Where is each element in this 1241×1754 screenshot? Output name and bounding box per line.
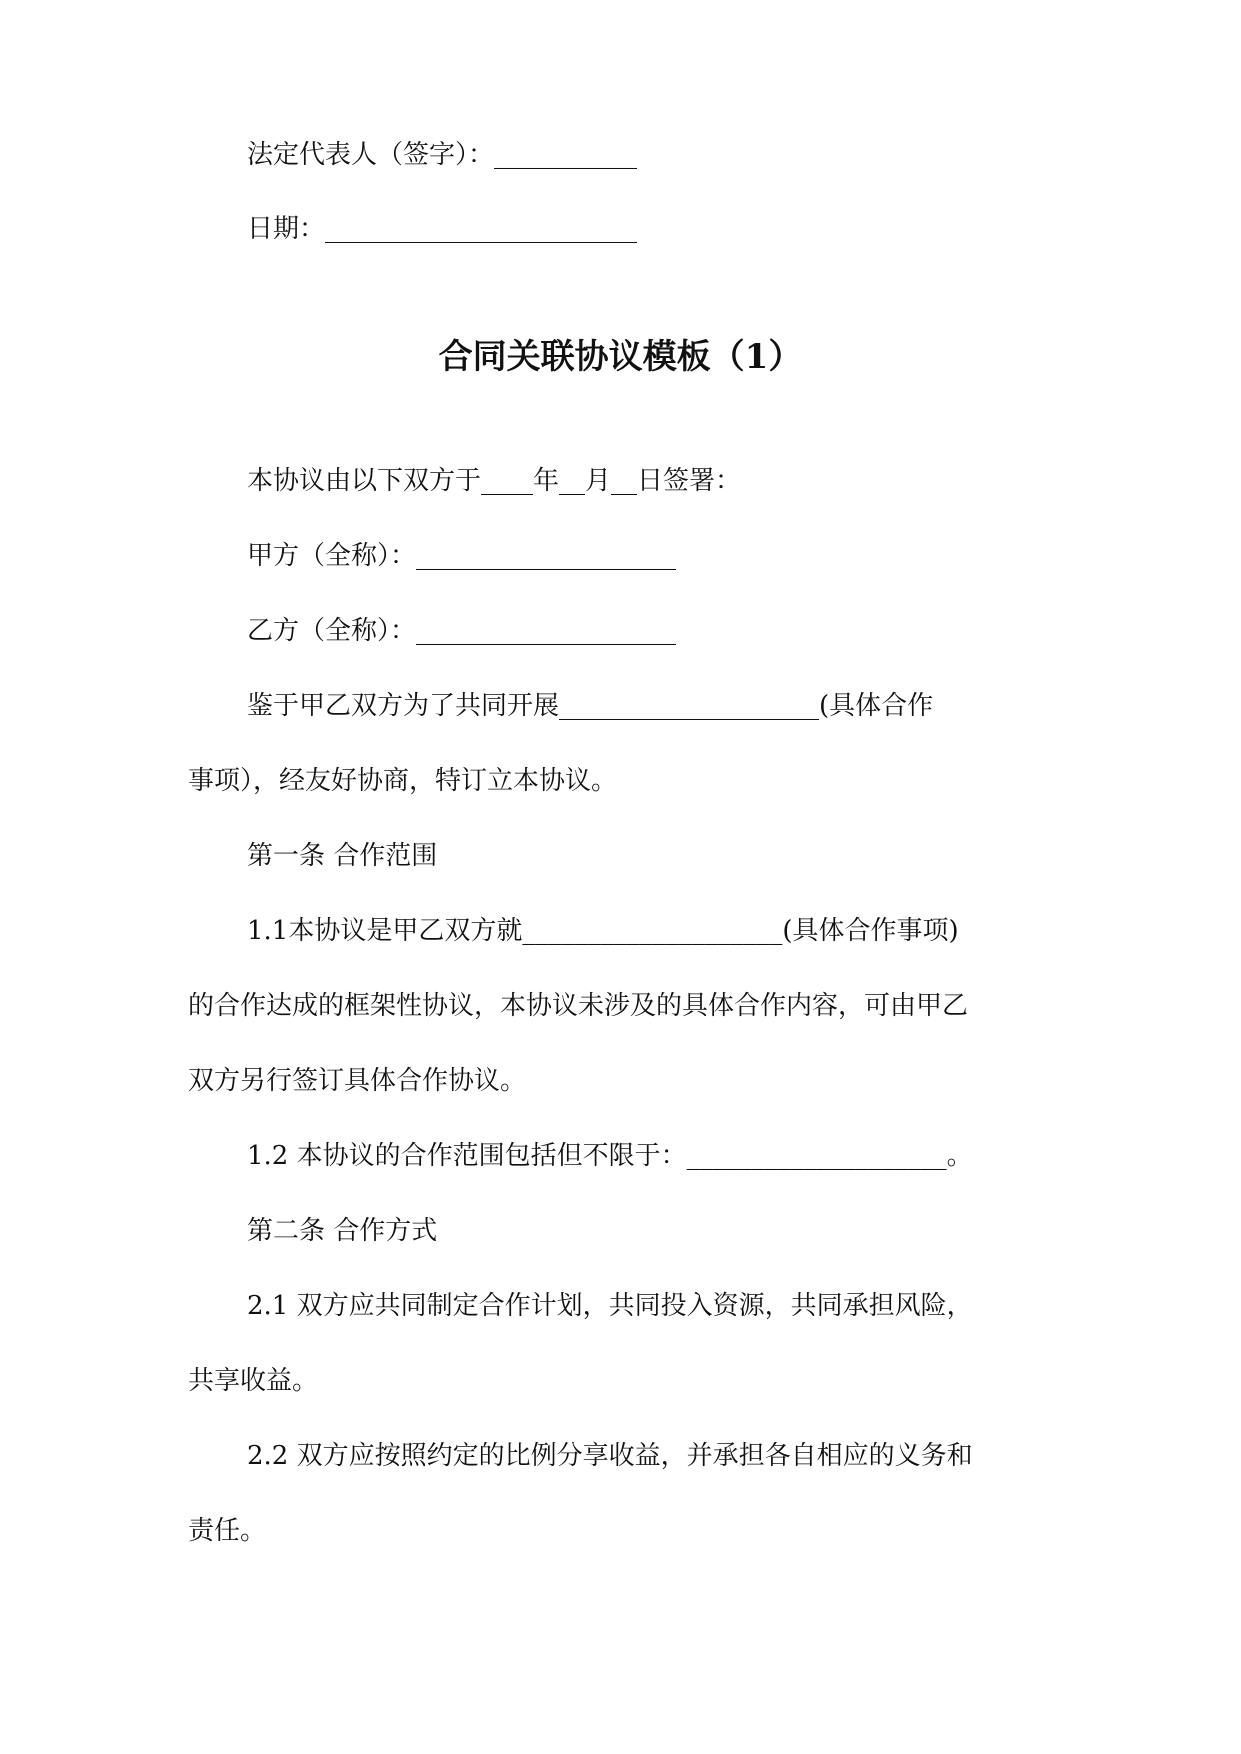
clause-1-1-line-1: 1.1本协议是甲乙双方就____________________(具体合作事项): [247, 916, 959, 946]
signature-date-line: 日期：________________________: [247, 214, 638, 244]
clause-2-1-line-1: 2.1 双方应共同制定合作计划，共同投入资源，共同承担风险，: [247, 1291, 973, 1321]
document-title: 合同关联协议模板（1）: [438, 337, 803, 377]
party-a-line: 甲方（全称）：____________________: [247, 541, 677, 571]
clause-1-2: 1.2 本协议的合作范围包括但不限于：____________________。: [247, 1141, 973, 1171]
whereas-paragraph-line-1: 鉴于甲乙双方为了共同开展____________________(具体合作: [247, 691, 934, 721]
clause-2-2-line-1: 2.2 双方应按照约定的比例分享收益，并承担各自相应的义务和: [247, 1441, 973, 1471]
legal-representative-signature-line: 法定代表人（签字）：___________: [247, 140, 638, 170]
article-1-heading: 第一条 合作范围: [247, 841, 438, 871]
whereas-paragraph-line-2: 事项），经友好协商，特订立本协议。: [188, 766, 618, 796]
clause-2-2-line-2: 责任。: [188, 1516, 267, 1546]
article-2-heading: 第二条 合作方式: [247, 1216, 438, 1246]
clause-2-1-line-2: 共享收益。: [188, 1366, 319, 1396]
clause-1-1-line-3: 双方另行签订具体合作协议。: [188, 1066, 527, 1096]
party-b-line: 乙方（全称）：____________________: [247, 616, 677, 646]
signing-date-intro: 本协议由以下双方于____年__月__日签署：: [247, 466, 742, 496]
clause-1-1-line-2: 的合作达成的框架性协议，本协议未涉及的具体合作内容，可由甲乙: [188, 991, 969, 1021]
